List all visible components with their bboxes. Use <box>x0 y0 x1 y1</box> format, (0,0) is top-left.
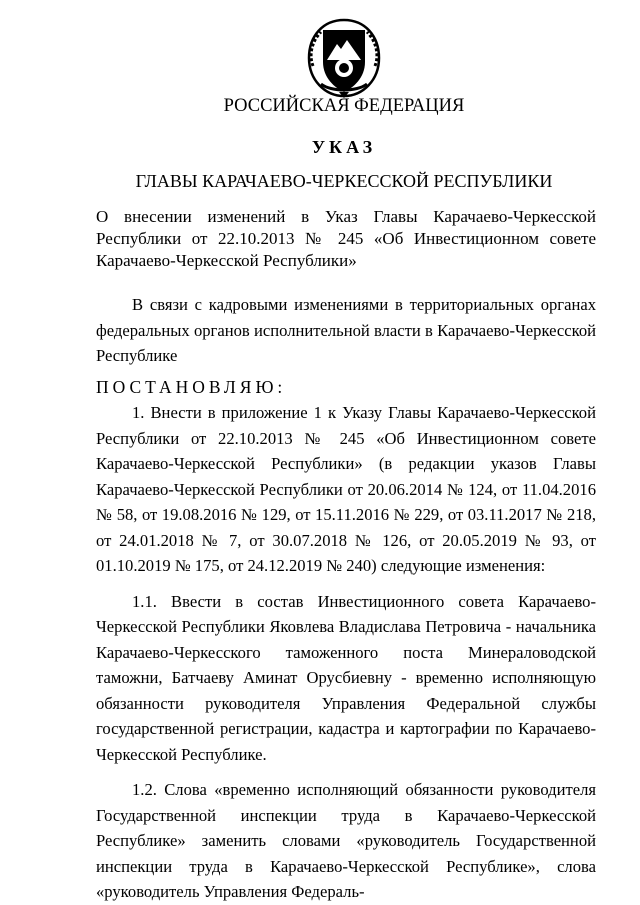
federation-heading: РОССИЙСКАЯ ФЕДЕРАЦИЯ <box>223 96 465 116</box>
document-body <box>96 292 596 905</box>
preamble-paragraph: В связи с кадровыми изменениями в территориальных органах федеральных органов исполнительной власти в Карачаево-Черкесской Республике <box>96 295 596 365</box>
item-1-paragraph: 1. Внести в приложение 1 к Указу Главы Карачаево-Черкесской Республики от 22.10.2013 № 245 «Об Инвестиционном совете Карачаево-Черкесской Республики» (в редакции указов Главы Карачаево-Черкесской Республики от 20.06.2014 № 124, от 11.04.2016 № 58, от 19.08.2016 № 129, от 15.11.2016 № 229, от 03.11.2017 № 218, от 24.01.2018 № 7, от 30.07.2018 № 126, от 20.05.2019 № 93, от 01.10.2019 № 175, от 24.12.2019 № 240) следующие изменения: <box>96 403 596 575</box>
coat-of-arms-icon <box>303 16 385 100</box>
decree-word: ПОСТАНОВЛЯЮ: <box>96 376 287 397</box>
document-type-heading: УКАЗ <box>311 137 377 157</box>
item-1-1-paragraph: 1.1. Ввести в состав Инвестиционного совета Карачаево-Черкесской Республики Яковлева Владислава Петровича - начальника Карачаево-Черкесского таможенного поста Минераловодской таможни, Батчаеву Аминат Орусбиевну - временно исполняющую обязанности руководителя Управления Федеральной службы государственной регистрации, кадастра и картографии по Карачаево-Черкесской Республике. <box>96 591 596 764</box>
item-1-2-paragraph: 1.2. Слова «временно исполняющий обязанности руководителя Государственной инспекции труда в Карачаево-Черкесской Республике» заменить словами «руководитель Государственной инспекции труда в Карачаево-Черкесской Республике», слова «руководитель Управления Федераль- <box>96 780 596 901</box>
document-subject: О внесении изменений в Указ Главы Карачаево-Черкесской Республики от 22.10.2013 № 245 «Об Инвестиционном совете Карачаево-Черкесской Республики» <box>96 207 596 270</box>
issuer-heading: ГЛАВЫ КАРАЧАЕВО-ЧЕРКЕССКОЙ РЕСПУБЛИКИ <box>135 171 553 191</box>
